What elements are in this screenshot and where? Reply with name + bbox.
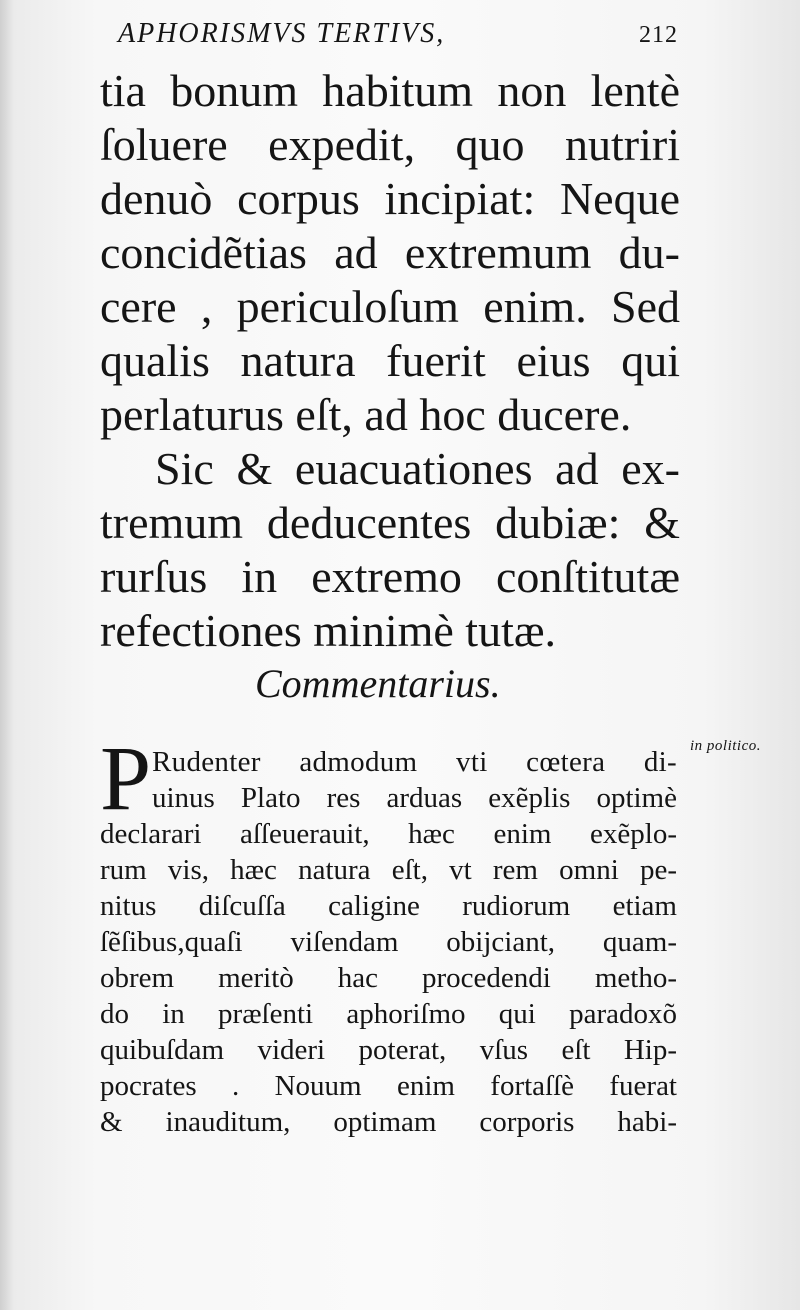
aphorism-line: refectiones minimè tutæ. <box>100 605 557 656</box>
commentary-line: ſẽſibus,quaſi viſendam obijciant, quam- <box>100 926 677 958</box>
commentary-line: rum vis, hæc natura eſt, vt rem omni pe- <box>100 854 677 886</box>
aphorism-line: tia bonum habitum non lentè <box>100 65 680 116</box>
commentary-line: do in præſenti aphoriſmo qui paradoxõ <box>100 998 677 1030</box>
gutter-shadow <box>0 0 14 1310</box>
commentary-line: quibuſdam videri poterat, vſus eſt Hip- <box>100 1034 677 1066</box>
aphorism-line: perlaturus eſt, ad hoc ducere. <box>100 389 632 440</box>
aphorism-line: Sic & euacuationes ad ex- <box>155 443 680 494</box>
commentary-line: pocrates . Nouum enim fortaſſè fuerat <box>100 1070 677 1102</box>
aphorism-line: cere , periculoſum enim. Sed <box>100 281 680 332</box>
running-title: APHORISMVS TERTIVS, <box>118 18 446 49</box>
running-head <box>118 18 678 54</box>
commentary-text <box>100 744 677 1140</box>
marginal-note: in politico. <box>690 738 761 754</box>
aphorism-line: rurſus in extremo conſtitutæ <box>100 551 680 602</box>
commentary-line: declarari aſſeuerauit, hæc enim exẽplo- <box>100 818 677 850</box>
aphorism-text <box>100 64 680 658</box>
aphorism-line: denuò corpus incipiat: Neque <box>100 173 680 224</box>
aphorism-line: ſoluere expedit, quo nutriri <box>100 119 680 170</box>
commentary-line: nitus diſcuſſa caligine rudiorum etiam <box>100 890 677 922</box>
commentary-heading: Commentarius. <box>255 661 501 706</box>
commentary-line: & inauditum, optimam corporis habi- <box>100 1106 677 1138</box>
commentary-line: obrem meritò hac procedendi metho- <box>100 962 677 994</box>
commentary-line: Rudenter admodum vti cœtera di- <box>152 746 677 778</box>
aphorism-line: tremum deducentes dubiæ: & <box>100 497 680 548</box>
drop-cap: P <box>100 727 152 829</box>
aphorism-line: qualis natura fuerit eius qui <box>100 335 680 386</box>
commentary-line: uinus Plato res arduas exẽplis optimè <box>152 782 677 814</box>
page-number: 212 <box>639 22 678 48</box>
aphorism-line: concidẽtias ad extremum du- <box>100 227 680 278</box>
